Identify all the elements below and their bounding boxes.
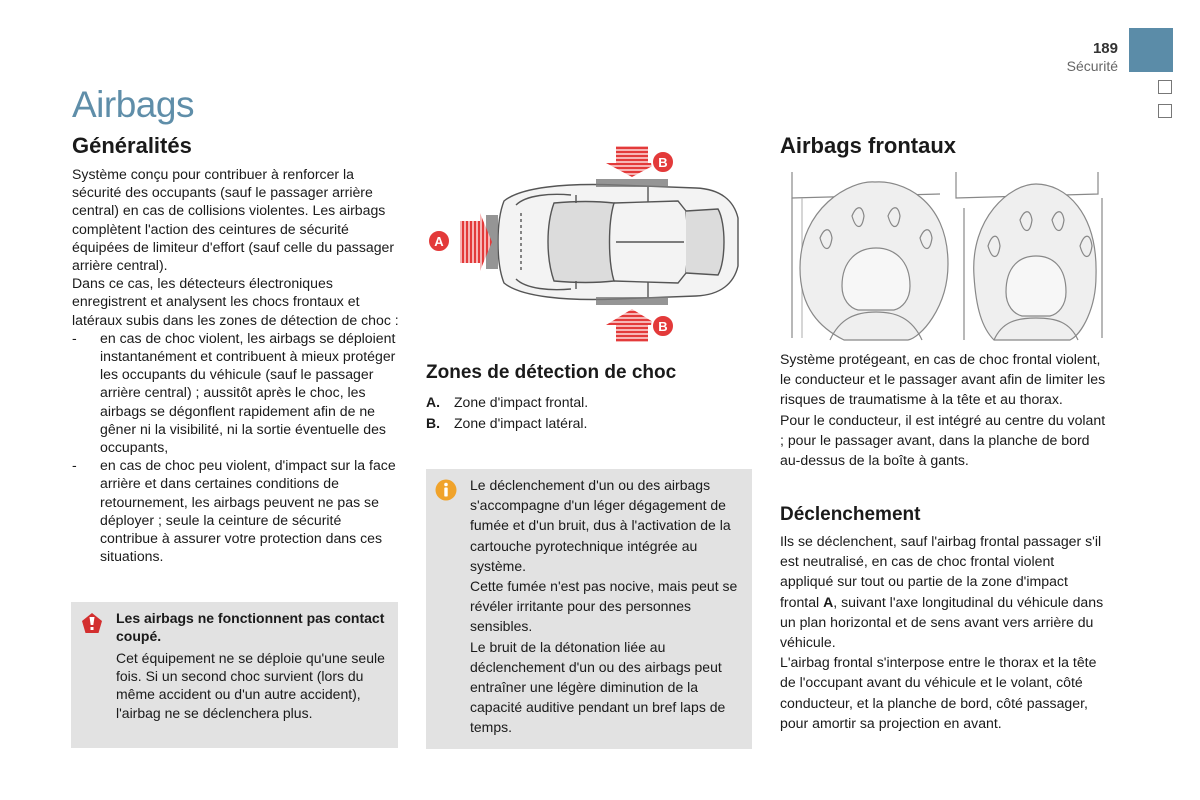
chapter-marker-square bbox=[1158, 104, 1172, 118]
text-run: , suivant l'axe longitudinal du véhicule dans un plan horizontal et de sens avant vers arrière du véhicule. bbox=[780, 593, 1104, 651]
car-top-view bbox=[498, 185, 738, 300]
info-paragraph: Le bruit de la détonation liée au déclenchement d'un ou des airbags peut entraîner une légère diminution de la capacité auditive pendant un bref laps de temps. bbox=[470, 638, 726, 736]
label-a-badge bbox=[428, 230, 450, 252]
generalites-detectors: Dans ce cas, les détecteurs électroniques enregistrent et analysent les chocs frontaux et latéraux subis dans les zones de détection de choc : bbox=[72, 275, 399, 328]
list-item bbox=[426, 392, 588, 413]
generalites-intro: Système conçu pour contribuer à renforcer la sécurité des occupants (sauf le passager arrière central) en cas de collisions violentes. Les airbags complètent l'action des ceintures de sécurité équipées de limiteur d'effort (sauf celle du passager arrière central). bbox=[72, 166, 395, 274]
label-b-top: B bbox=[658, 155, 668, 170]
label-b-bottom: B bbox=[658, 319, 668, 334]
lateral-zone-bottom bbox=[596, 297, 668, 305]
info-paragraph: Cette fumée n'est pas nocive, mais peut se révéler irritante pour des personnes sensibles. bbox=[470, 578, 738, 635]
warning-text: Cet équipement ne se déploie qu'une seule fois. Si un second choc survient (lors du même accident ou d'un autre accident), l'airbag ne se déclenchera plus. bbox=[116, 650, 385, 721]
chapter-tab bbox=[1129, 28, 1173, 72]
lateral-impact-arrow-bottom bbox=[606, 309, 658, 342]
declenchement-text bbox=[780, 531, 1110, 733]
zone-text: Zone d'impact frontal. bbox=[454, 394, 589, 410]
frontaux-paragraph: Pour le conducteur, il est intégré au centre du volant ; pour le passager avant, dans la planche de bord au-dessus de la boîte à gants. bbox=[780, 411, 1106, 469]
warning-title: Les airbags ne fonctionnent pas contact coupé. bbox=[116, 610, 385, 644]
label-a: A bbox=[434, 234, 444, 249]
zones-list bbox=[426, 392, 588, 433]
page-number: 189 bbox=[1092, 40, 1118, 57]
frontaux-text bbox=[780, 349, 1110, 470]
frontaux-paragraph: Système protégeant, en cas de choc frontal violent, le conducteur et le passager avant afin de limiter les risques de traumatisme à la tête et au thorax. bbox=[780, 351, 1106, 408]
generalites-heading: Généralités bbox=[72, 133, 192, 158]
lateral-impact-arrow-top bbox=[606, 146, 658, 177]
label-b-top-badge bbox=[652, 151, 674, 173]
zones-heading: Zones de détection de choc bbox=[426, 362, 677, 383]
impact-zones-diagram bbox=[426, 143, 750, 345]
section-name: Sécurité bbox=[1066, 58, 1118, 74]
declenchement-heading: Déclenchement bbox=[780, 504, 921, 525]
lateral-zone-top bbox=[596, 179, 668, 187]
info-text bbox=[470, 475, 750, 738]
list-item bbox=[426, 413, 588, 434]
zone-reference: A bbox=[823, 593, 834, 610]
info-box bbox=[426, 469, 752, 749]
list-item: - en cas de choc peu violent, d'impact sur la face arrière et dans certaines conditions de retournement, les airbags peuvent ne pas se déployer ; seule la ceinture de sécurité contribue à assurer votre protection dans ces situations. bbox=[72, 456, 402, 565]
text-run: Ils se déclenchent, sauf l'airbag frontal passager s'il est neutralisé, en cas de choc frontal violent appliqué sur tout ou partie de la zone d'impact frontal bbox=[780, 533, 1102, 610]
zone-letter: A. bbox=[426, 394, 440, 410]
page-title: Airbags bbox=[72, 84, 194, 125]
zone-letter: B. bbox=[426, 414, 440, 431]
frontal-airbags-illustration bbox=[780, 168, 1110, 344]
generalites-list bbox=[72, 329, 402, 566]
info-paragraph: Le déclenchement d'un ou des airbags s'accompagne d'un léger dégagement de fumée et d'un bruit, dus à l'activation de la cartouche pyrotechnique intégrée au système. bbox=[470, 477, 731, 574]
warning-box bbox=[71, 602, 398, 748]
frontaux-heading: Airbags frontaux bbox=[780, 133, 957, 158]
zone-text: Zone d'impact latéral. bbox=[454, 414, 588, 431]
declenchement-paragraph: L'airbag frontal s'interpose entre le thorax et la tête de l'occupant avant du véhicule et le volant, côté conducteur, et la planche de bord, côté passager, pour amortir sa projection en avant. bbox=[780, 654, 1097, 731]
declenchement-paragraph bbox=[780, 531, 1110, 652]
list-item: - en cas de choc violent, les airbags se déploient instantanément et contribuent à mieux protéger les occupants du véhicule (sauf le passager arrière central) ; aussitôt après le choc, les airbags se dégonflent rapidement afin de ne gêner ni la visibilité, ni la sortie éventuelle des occupants, bbox=[72, 329, 402, 456]
info-icon bbox=[435, 479, 457, 501]
exclamation-icon bbox=[80, 612, 104, 636]
generalites-text bbox=[72, 165, 402, 565]
label-b-bottom-badge bbox=[652, 315, 674, 337]
chapter-marker-square bbox=[1158, 80, 1172, 94]
